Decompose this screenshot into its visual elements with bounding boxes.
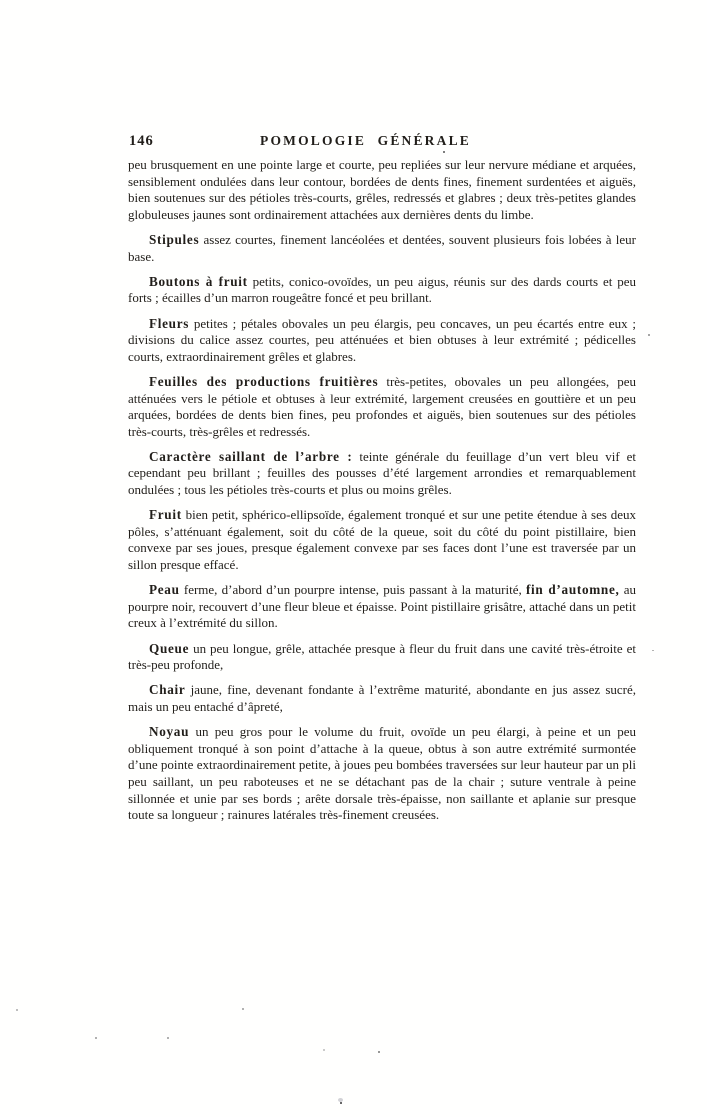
paragraph-text: un peu gros pour le volume du fruit, ovoïde un peu élargi, à peine et un peu obliquement tronqué à son point d’attache à la queue, obtus à son autre extrémité surmontée d’une pointe extraordinairement petite, à joues peu bombées traversées sur leur hauteur par un pli peu saillant, un peu raboteuses et ne se détachant pas de la chair ; suture ventrale à peine sillonnée et unie par ses bords ; arête dorsale très-épaisse, non saillante et aplanie sur presque toute sa longueur ; rainures latérales très-finement creusées. <box>128 724 637 823</box>
paragraph-text: un peu longue, grêle, attachée presque à fleur du fruit dans une cavité très-étroite et très-peu profonde, <box>128 640 636 673</box>
running-title: POMOLOGIE GÉNÉRALE <box>260 133 471 148</box>
term-fleurs: Fleurs <box>149 315 190 331</box>
paragraph-text: au pourpre noir, recouvert d’une fleur bleue et épaisse. Point pistillaire grisâtre, attaché dans un petit creux à l’extrémité du sillon. <box>128 582 637 631</box>
term-fruit: Fruit <box>149 507 182 523</box>
ink-speck <box>167 1037 169 1039</box>
ink-speck <box>378 1051 380 1053</box>
ink-speck <box>323 1049 325 1051</box>
term-boutons-a-fruit: Boutons à fruit <box>149 273 248 289</box>
paragraph-fleurs <box>128 316 636 366</box>
ink-speck <box>443 151 445 153</box>
paragraph-text: peu brusquement en une pointe large et courte, peu repliées sur leur nervure médiane et arquées, sensiblement ondulées dans leur contour, bordées de dents fines, finement surdentées et aiguës, bien soutenues sur des pétioles très-courts, grêles, redressés et glabres ; deux très-petites glandes globuleuses jaunes sont ordinairement attachées aux dernières dents du limbe. <box>128 157 636 222</box>
paragraph-peau <box>128 582 636 632</box>
body-text <box>128 157 636 832</box>
paragraph-text: petits, conico-ovoïdes, un peu aigus, réunis sur des dards courts et peu forts ; écailles d’un marron rougeâtre foncé et peu brillant. <box>128 273 636 306</box>
term-queue: Queue <box>149 640 190 656</box>
term-chair: Chair <box>149 682 186 698</box>
paragraph-queue <box>128 641 636 674</box>
paragraph-fruit <box>128 507 636 573</box>
paragraph-text: ferme, d’abord d’un pourpre intense, puis passant à la maturité, <box>183 582 522 598</box>
term-noyau: Noyau <box>149 724 190 740</box>
term-peau: Peau <box>149 582 180 598</box>
ink-speck <box>242 1008 244 1010</box>
paragraph-stipules <box>128 232 636 265</box>
paragraph-caractere-saillant <box>128 449 636 499</box>
paragraph-feuilles-productions-fruitieres <box>128 374 636 440</box>
ink-speck <box>16 1009 18 1011</box>
paragraph-noyau <box>128 724 636 824</box>
ink-speck <box>648 334 650 336</box>
emphasis-fin-d-automne: fin d’automne, <box>525 582 620 598</box>
paragraph-text: teinte générale du feuillage d’un vert bleu vif et cependant peu brillant ; feuilles des pousses d’été largement arrondies et remarquablement ondulées ; tous les pétioles très-courts et plus ou moins grêles. <box>128 448 636 498</box>
term-feuilles-productions-fruitieres: Feuilles des productions fruitières <box>149 373 379 389</box>
paragraph-text: assez courtes, finement lancéolées et dentées, souvent plusieurs fois lobées à leur base. <box>128 231 636 264</box>
paragraph-text: petites ; pétales obovales un peu élargis, peu concaves, un peu écartés entre eux ; divisions du calice assez courtes, peu atténuées et bien obtuses à leur extrémité ; pédicelles courts, extraordinairement grêles et glabres. <box>128 315 637 364</box>
paragraph-text: jaune, fine, devenant fondante à l’extrême maturité, abondante en jus assez sucré, mais un peu entaché d’âpreté, <box>128 682 637 714</box>
ink-speck <box>652 650 654 651</box>
paragraph-text: très-petites, obovales un peu allongées, peu atténuées vers le pétiole et obtuses à leur extrémité, largement creusées en gouttière et un peu arquées, bordées de dents bien fines, peu profondes et aiguës, bien soutenues sur des pétioles très-courts, très-grêles et redressés. <box>128 373 636 439</box>
ink-speck <box>340 1102 342 1104</box>
ink-speck <box>95 1037 97 1039</box>
page-number: 146 <box>129 133 154 149</box>
paragraph-chair <box>128 682 636 715</box>
term-stipules: Stipules <box>149 231 200 247</box>
paragraph-continuation <box>128 157 636 223</box>
term-caractere-saillant: Caractère saillant de l’arbre : <box>149 448 353 464</box>
paragraph-text: bien petit, sphérico-ellipsoïde, également tronqué et sur une petite étendue à ses deux pôles, s’atténuant également, soit du côté de la queue, soit du côté du point pistillaire, bien convexe par ses joues, presque également convexe par ses faces dont l’une est traversée par un sillon presque effacé. <box>128 507 637 573</box>
paragraph-boutons-a-fruit <box>128 274 636 307</box>
